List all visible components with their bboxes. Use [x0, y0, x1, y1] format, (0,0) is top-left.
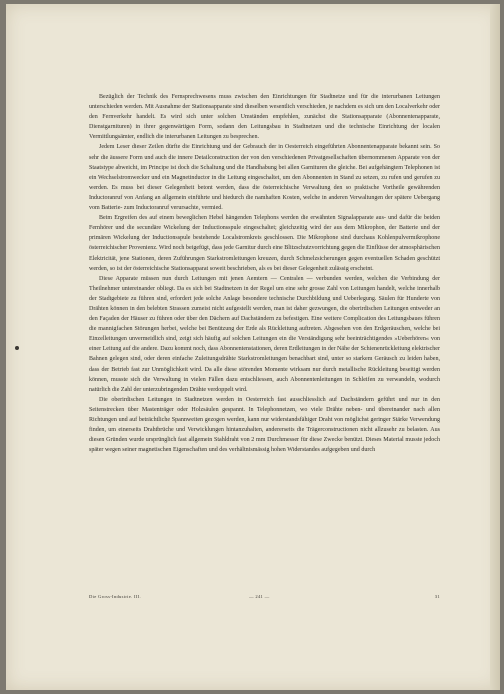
paragraph: Diese Apparate müssen nun durch Leitungen mit jenen Aemtern — Centralen — verbunden werden, welchen die Verbindung der Theilnehmer untereinander obliegt. Da es sich bei Stadtnetzen in der Regel um eine sehr grosse Zahl von Leitungen handelt, welche innerhalb der Stadtgebiete zu führen sind, erfordert jede solche Anlage besondere technische Durchbildung und Ueberlegung. Säulen für Hunderte von Drähten können in den belebten Strassen zumeist nicht aufgestellt werden, man ist daher gezwungen, die oberirdischen Leitungen entweder an den Façaden der Häuser zu führen oder über den Dächern auf Dachständern zu befestigen. Eine weitere Complication des Leitungsbaues führen die mannigfachen Störungen herbei, welche bei Benützung der Erde als Rückleitung auftreten. Abgesehen von den Erdgeräuschen, welche bei Einzelleitungen unvermeidlich sind, zeigt sich häufig auf solchen Leitungen ein die Verständigung sehr beeinträchtigendes »Ueberhören« von einer Leitung auf die andere. Dazu kommt noch, dass Abonnentenstationen, deren Erdleitungen in der Nähe der Schienenrückleitung elektrischer Bahnen gelegen sind, oder deren einfache Zuleitungsdrähte Starkstromleitungen benachbart sind, unter so starkem Geräusch zu leiden haben, dass der Betrieb fast zur Unmöglichkeit wird. Da alle diese störenden Momente wirksam nur durch metallische Rückleitung beseitigt werden können, musste sich die Verwaltung in vielen Fällen dazu entschliessen, auch Abonnentenleitungen in Schleifen zu verwandeln, wodurch natürlich die Zahl der unterzubringenden Drähte verdoppelt wird. — [89, 275, 440, 393]
sheet-signature: 31 — [434, 594, 440, 599]
footer-publication: Die Gross-Industrie. III. — [89, 594, 141, 599]
paragraph: Beim Ergreifen des auf einem beweglichen Hebel hängenden Telephons werden die erwähnten Signalapparate aus- und dafür die beiden Fernhörer und die secundäre Wickelung der Inductionsspule eingeschaltet; gleichzeitig wird der aus dem Mikrophon, der Batterie und der primären Wickelung der Inductionsspule bestehende Localstromkreis geschlossen. Die Mikrophone sind durchaus Kohlenpulvermikrophone österreichischer Provenienz. Wird noch beigefügt, dass jede Garnitur durch eine Blitzschutzvorrichtung gegen die Einflüsse der atmosphärischen Elektricität, jene Stationen, deren Zuführungen Starkstromleitungen kreuzen, durch Schmelzsicherungen gegen eventuellen Schaden geschützt werden, so ist der österreichische Stationsapparat soweit beschrieben, als es bei dieser Gelegenheit zulässig erscheint. — [89, 215, 440, 272]
page-edge — [490, 4, 500, 690]
paragraph: Die oberirdischen Leitungen in Stadtnetzen werden in Oesterreich fast ausschliesslich auf Dachständern geführt und nur in den Seitenstrecken über Mastenträger oder Holzsäulen gespannt. In Telephonnetzen, wo viele Drähte neben- und übereinander nach allen Richtungen und auf beträchtliche Spannweiten gezogen werden, kann nur widerstandsfähiger Draht von möglichst geringer Stärke Verwendung finden, um einerseits Drahtbrüche und Verwicklungen hintanzuhalten, andererseits die Trägerconstructionen nicht allzusehr zu belasten. Aus diesen Gründen wurde ursprünglich fast allgemein Stahldraht von 2 mm Durchmesser für diese Zwecke benützt. Dieses Material musste jedoch später wegen seiner magnetischen Eigenschaften und des verhältnismässig hohen Widerstandes aufgegeben und durch — [89, 396, 440, 454]
paragraph: Bezüglich der Technik des Fernsprechwesens muss zwischen den Einrichtungen für Stadtnetze und für die interurbanen Leitungen unterschieden werden. Mit Ausnahme der Stationsapparate sind dieselben wesentlich verschieden, je nachdem es sich um den Localverkehr oder den Fernverkehr handelt. Es wird sich unter solchen Umständen empfehlen, zunächst die Stationsapparate (Abonnentenapparate, Dienstgarnituren) in ihrer gegenwärtigen Form, sodann den Leitungsbau in Stadtnetzen und die technische Einrichtung der localen Vermittlungsämter, endlich die interurbanen Leitungen zu besprechen. — [89, 94, 440, 141]
page-footer — [89, 594, 440, 604]
margin-mark — [15, 346, 19, 350]
page-number: — 241 — — [249, 594, 270, 599]
body-text — [89, 92, 440, 455]
paragraph: Jedem Leser dieser Zeilen dürfte die Einrichtung und der Gebrauch der in Oesterreich eingeführten Abonnentenapparate bekannt sein. So sehr die äussere Form und auch die innere Detailconstruction der von den verschiedenen Privatgesellschaften übernommenen Apparate von der Staatstype abweicht, im Principe ist doch die Schaltung und die Handhabung bei allen Garnituren die gleiche. Bei aufgehängtem Telephonen ist ein Wechselstromwecker und ein Magnetinductor in die Leitung eingeschaltet, um den Abonnenten in Stand zu setzen, zu rufen und gerufen zu werden. Es muss bei dieser Gelegenheit betont werden, dass die österreichische Verwaltung den so praktische Vortheile gewährenden Inductoranruf von Anfang an allgemein einführte und hiedurch die namhaften Kosten, welche in anderen Verwaltungen der spätere Uebergang vom Batterie- zum Inductoranruf verursachte, vermied. — [89, 144, 440, 212]
page-sheet — [6, 4, 500, 690]
